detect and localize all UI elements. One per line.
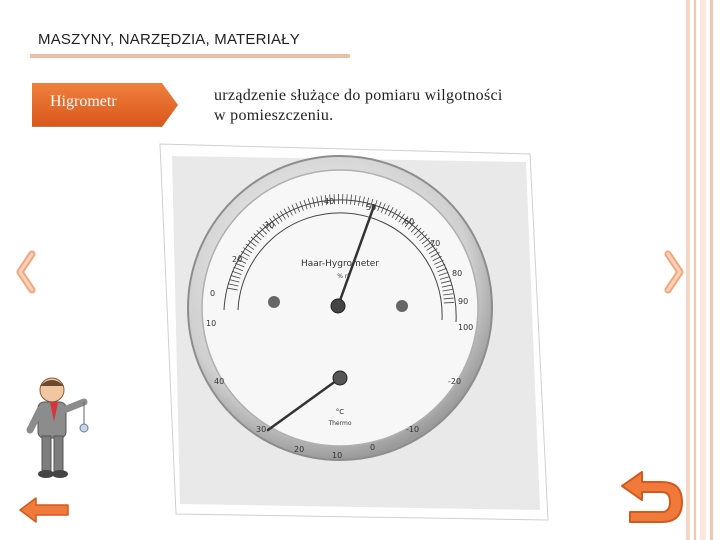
humidity-tick-50: 50 (366, 203, 377, 212)
term-label: Higrometr (50, 93, 117, 110)
temp-name: Thermo (328, 420, 352, 427)
temp-tick-30: 30 (256, 425, 267, 434)
hygrometer-photo (156, 140, 552, 524)
humidity-tick-100: 100 (458, 323, 474, 332)
chevron-right-icon[interactable] (662, 250, 688, 294)
title-underline (30, 54, 350, 58)
humidity-tick-40: 40 (324, 197, 335, 206)
gauge-brand: Haar-Hygrometer (300, 259, 380, 269)
temp-tick-minus-10: -10 (406, 425, 420, 434)
definition-text (214, 86, 574, 126)
temp-tick-0-left: 0 (210, 289, 216, 298)
humidity-tick-60: 60 (404, 217, 415, 226)
temp-tick-minus-20: -20 (448, 377, 462, 386)
temp-tick-20: 20 (294, 445, 305, 454)
temp-unit: °C (335, 408, 345, 416)
chevron-left-icon[interactable] (12, 250, 38, 294)
humidity-tick-30: 30 (264, 221, 275, 230)
temp-tick-0: 0 (370, 443, 376, 452)
cartoon-figure-image (20, 372, 100, 482)
arrow-left-icon[interactable] (16, 494, 74, 526)
definition-line-1: urządzenie służące do pomiaru wilgotności (214, 87, 503, 104)
humidity-tick-70: 70 (430, 239, 441, 248)
humidity-tick-20: 20 (232, 255, 243, 264)
temp-tick-10: 10 (332, 451, 343, 460)
humidity-unit: % rF (337, 273, 351, 280)
humidity-tick-80: 80 (452, 269, 463, 278)
right-decoration (686, 0, 720, 540)
return-arrow-icon[interactable] (612, 466, 686, 528)
definition-line-2: w pomieszczeniu. (214, 107, 334, 124)
page-title: MASZYNY, NARZĘDZIA, MATERIAŁY (38, 31, 300, 48)
temp-tick-40: 40 (214, 377, 225, 386)
temp-tick-10-left: 10 (206, 319, 217, 328)
humidity-tick-90: 90 (458, 297, 469, 306)
